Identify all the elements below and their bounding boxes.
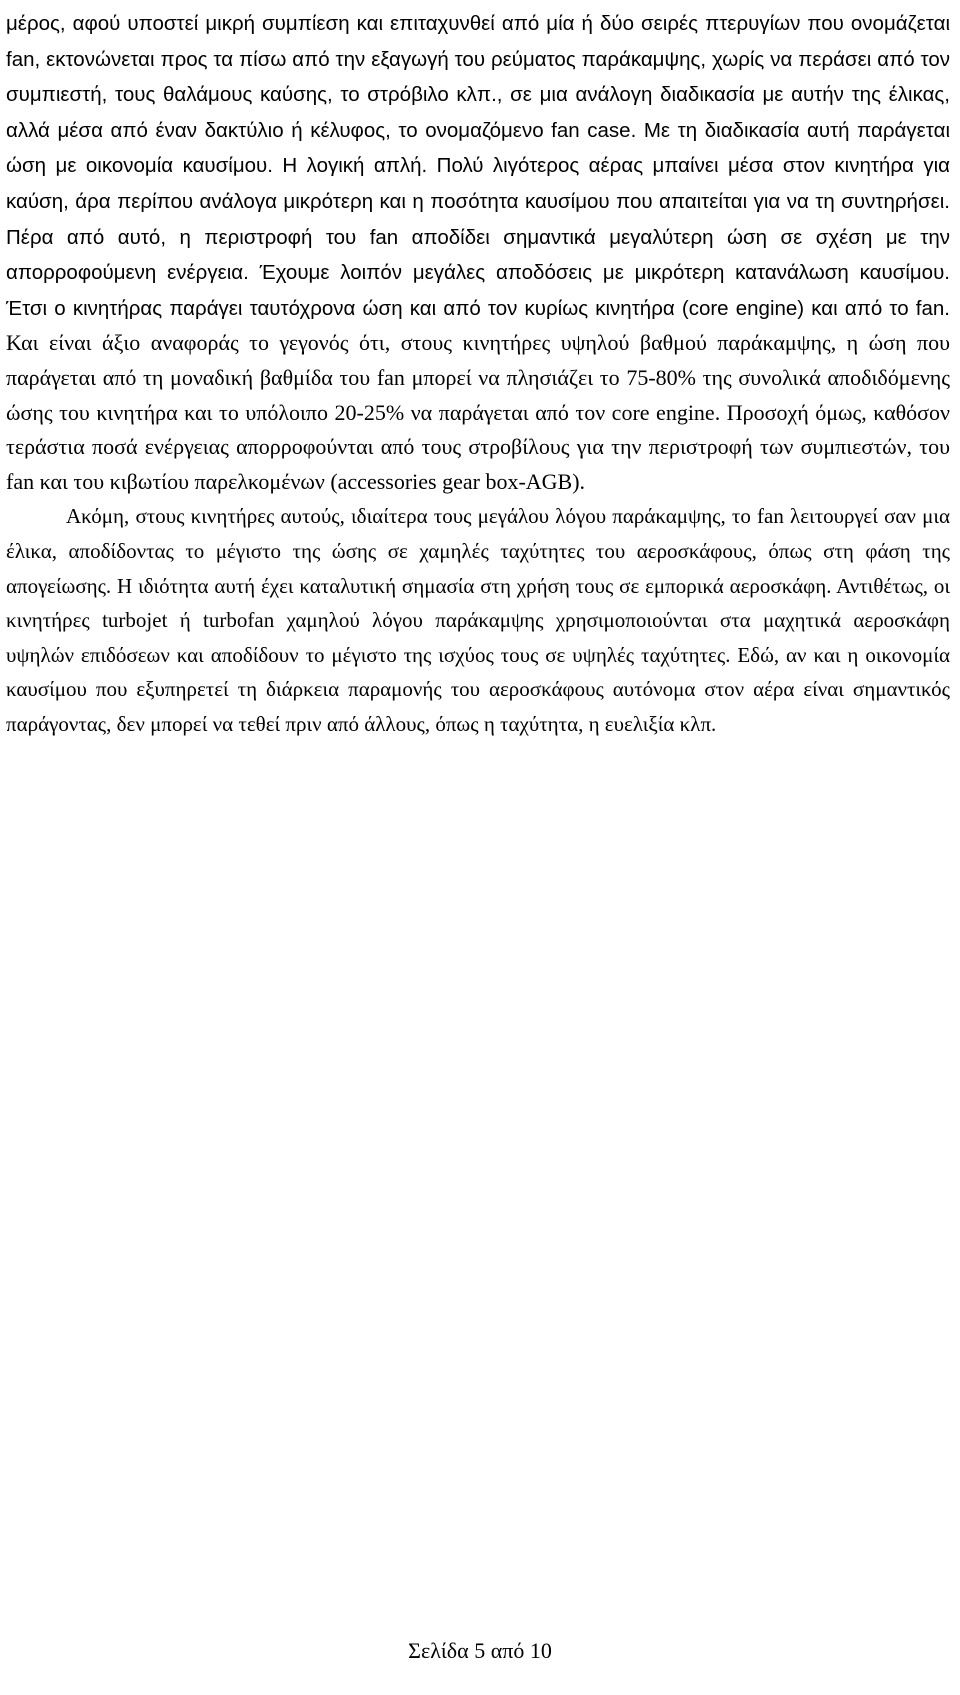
document-body [6,6,950,741]
paragraph-fan-description-sans-text: μέρος, αφού υποστεί μικρή συμπίεση και επιταχυνθεί από μία ή δύο σειρές πτερυγίων που ονομάζεται fan, εκτονώνεται προς τα πίσω από την εξαγωγή του ρεύματος παράκαμψης, χωρίς να περάσει από τον συμπιεστή, τους θαλάμους καύσης, το στρόβιλο κλπ., σε μια ανάλογη διαδικασία με αυτήν της έλικας, αλλά μέσα από έναν δακτύλιο ή κέλυφος, το ονομαζόμενο fan case. Με τη διαδικασία αυτή παράγεται ώση με οικονομία καυσίμου. Η λογική απλή. Πολύ λιγότερος αέρας μπαίνει μέσα στον κινητήρα για καύση, άρα περίπου ανάλογα μικρότερη και η ποσότητα καυσίμου που απαιτείται για να τη συντηρήσει. Πέρα από αυτό, η περιστροφή του fan αποδίδει σημαντικά μεγαλύτερη ώση σε σχέση με την απορροφούμενη ενέργεια. Έχουμε λοιπόν μεγάλες αποδόσεις με μικρότερη κατανάλωση καυσίμου. Έτσι ο κινητήρας παράγει ταυτόχρονα ώση και από τον κυρίως κινητήρα (core engine) και από το fan. [6,12,950,320]
page-number-footer: Σελίδα 5 από 10 [408,1638,552,1663]
paragraph-fan-description [6,6,950,499]
paragraph-fan-description-serif-text: Και είναι άξιο αναφοράς το γεγονός ότι, στους κινητήρες υψηλού βαθμού παράκαμψης, η ώση που παράγεται από τη μοναδική βαθμίδα του fan μπορεί να πλησιάζει το 75-80% της συνολικά αποδιδόμενης ώσης του κινητήρα και το υπόλοιπο 20-25% να παράγεται από τον core engine. Προσοχή όμως, καθόσον τεράστια ποσά ενέργειας απορροφούνται από τους στροβίλους για την περιστροφή των συμπιεστών, του fan και του κιβωτίου παρελκομένων (accessories gear box-AGB). [6,330,950,494]
paragraph-high-bypass-usage: Ακόμη, στους κινητήρες αυτούς, ιδιαίτερα τους μεγάλου λόγου παράκαμψης, το fan λειτουργεί σαν μια έλικα, αποδίδοντας το μέγιστο της ώσης σε χαμηλές ταχύτητες του αεροσκάφους, όπως στη φάση της απογείωσης. Η ιδιότητα αυτή έχει καταλυτική σημασία στη χρήση τους σε εμπορικά αεροσκάφη. Αντιθέτως, οι κινητήρες turbojet ή turbofan χαμηλού λόγου παράκαμψης χρησιμοποιούνται στα μαχητικά αεροσκάφη υψηλών επιδόσεων και αποδίδουν το μέγιστο της ισχύος τους σε υψηλές ταχύτητες. Εδώ, αν και η οικονομία καυσίμου που εξυπηρετεί τη διάρκεια παραμονής του αεροσκάφους αυτόνομα στον αέρα είναι σημαντικός παράγοντας, δεν μπορεί να τεθεί πριν από άλλους, όπως η ταχύτητα, η ευελιξία κλπ. [6,504,950,736]
